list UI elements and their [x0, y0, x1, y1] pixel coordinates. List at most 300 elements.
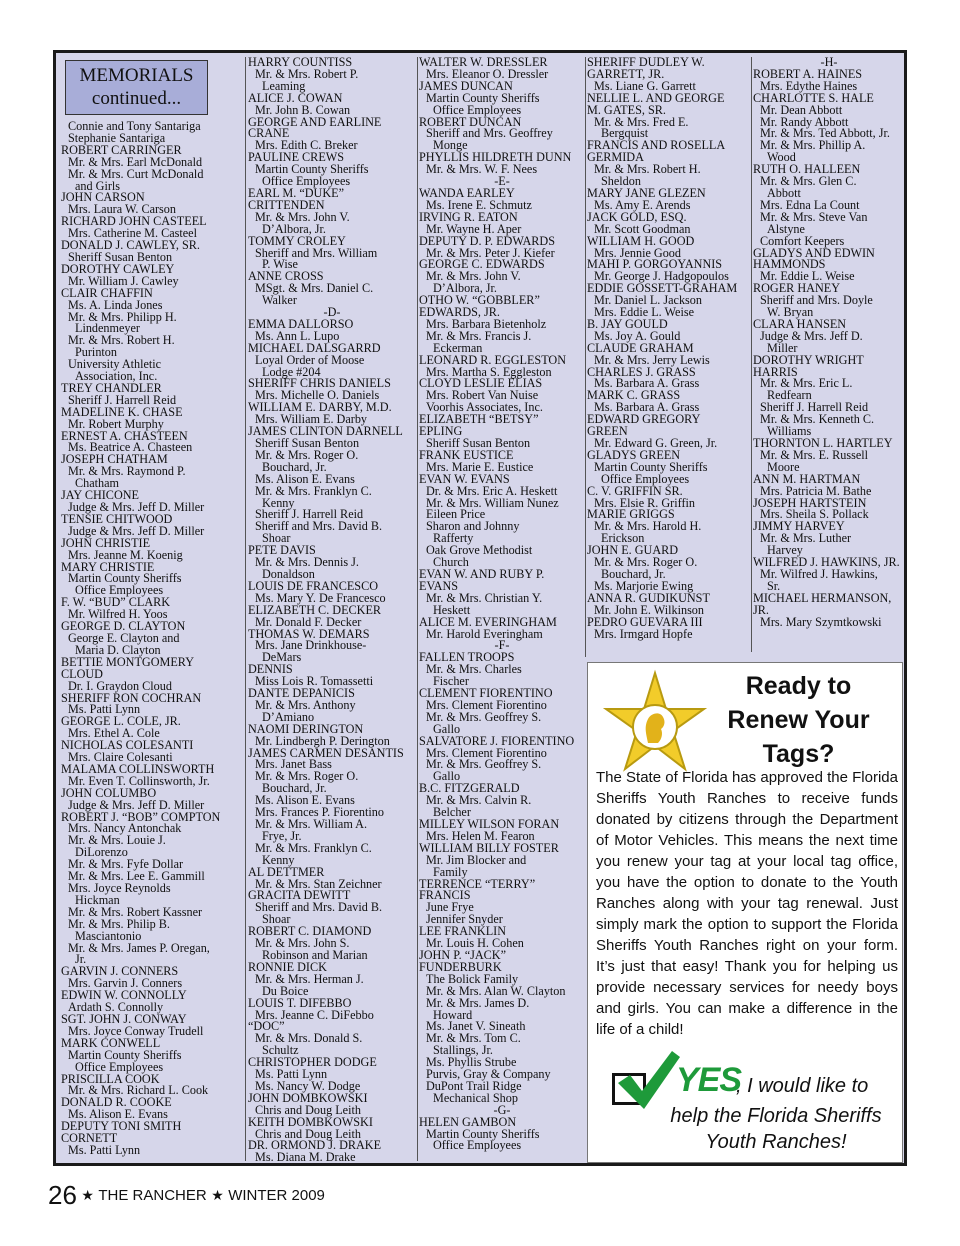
donor-line: Mrs. Jeanne M. Koenig	[68, 547, 183, 562]
memorial-name: EMMA DALLORSO	[248, 316, 354, 331]
memorial-name: FRANCIS	[419, 888, 471, 903]
donor-line: Mrs. Joyce Conway Trudell	[68, 1023, 204, 1038]
donor-line: Mr. & Mrs. Calvin R.	[426, 793, 532, 808]
donor-line: Mrs. Nancy Antonchak	[68, 821, 182, 836]
memorial-name: HARRIS	[753, 364, 798, 379]
memorial-name: SHERIFF RON COCHRAN	[61, 690, 202, 705]
memorial-name: CLAUDE GRAHAM	[587, 340, 694, 355]
donor-line: Mr. & Mrs. Franklyn C.	[255, 483, 372, 498]
donor-line: Mr. & Mrs. Robert H.	[594, 162, 701, 177]
donor-line: Mr. & Mrs. Roger O.	[255, 447, 359, 462]
memorial-name: NICHOLAS COLESANTI	[61, 738, 194, 753]
donor-line: Mr. & Mrs. Anthony	[255, 697, 356, 712]
memorial-name: ALICE J. COWAN	[248, 90, 343, 105]
donor-line: Mr. Robert Murphy	[68, 416, 164, 431]
memorial-name: CLARA HANSEN	[753, 316, 847, 331]
memorial-name: GLADYS AND EDWIN	[753, 245, 875, 260]
donor-line: Ms. A. Linda Jones	[68, 297, 163, 312]
donor-line: Sheriff and Mrs. David B.	[255, 900, 383, 915]
donor-line: Maria D. Clayton	[75, 642, 161, 657]
memorials-title: MEMORIALS	[79, 65, 194, 86]
column-divider	[245, 57, 246, 1161]
donor-line: Mr. & Mrs. Harold H.	[594, 519, 702, 534]
donor-line: Mrs. Michelle O. Daniels	[255, 388, 380, 403]
memorial-name: RICHARD JOHN CASTEEL	[61, 214, 207, 229]
donor-line: Purinton	[75, 345, 117, 360]
donor-line: Association, Inc.	[75, 369, 158, 384]
donor-line: Office Employees	[75, 583, 164, 598]
donor-line: Mr. Scott Goodman	[594, 221, 691, 236]
donor-line: Mr. & Mrs. Steve Van	[760, 209, 868, 224]
donor-line: Erickson	[601, 531, 645, 546]
donor-line: Sheriff J. Harrell Reid	[68, 392, 177, 407]
donor-line: Heskett	[433, 602, 471, 617]
memorial-name: ROBERT CARRINGER	[61, 142, 182, 157]
donor-line: Wood	[767, 150, 796, 165]
donor-line: Mrs. Clement Fiorentino	[426, 745, 547, 760]
donor-line: Redfearn	[767, 388, 812, 403]
memorial-name: ANN M. HARTMAN	[753, 471, 861, 486]
memorial-name: MADELINE K. CHASE	[61, 404, 183, 419]
donor-line: Mrs. Edna La Count	[760, 197, 860, 212]
memorial-column-1	[61, 121, 243, 1157]
column-divider	[751, 57, 752, 652]
donor-line: Mr. & Mrs. Fyfe Dollar	[68, 857, 184, 872]
page-footer	[48, 1180, 325, 1211]
donor-line: Martin County Sheriffs	[68, 1047, 182, 1062]
donor-line: Sheriff and Mrs. David B.	[255, 519, 383, 534]
donor-line: Mrs. Jane Drinkhouse-	[255, 638, 367, 653]
memorial-name: TENSIE CHITWOOD	[61, 511, 173, 526]
memorial-name: DEPUTY TONI SMITH	[61, 1119, 182, 1134]
memorial-name: ROBERT DUNCAN	[419, 114, 522, 129]
donor-line: Judge & Mrs. Jeff D. Miller	[68, 500, 205, 514]
donor-line: Mr. & Mrs. John S.	[255, 936, 350, 951]
donor-line: Ms. Beatrice A. Chasteen	[68, 440, 193, 455]
donor-line: Mrs. Jeanne C. DiFebbo	[255, 1007, 374, 1022]
donor-line: Office Employees	[433, 1138, 522, 1153]
donor-line: Mrs. Clement Fiorentino	[426, 697, 547, 712]
memorial-name: LOUIS T. DIFEBBO	[248, 995, 352, 1010]
memorial-name: DANTE DEPANICIS	[248, 686, 355, 701]
memorial-name: CLOYD LESLIE ELIAS	[419, 376, 543, 391]
donor-line: Ms. Ann L. Lupo	[255, 328, 340, 343]
donor-line: Mr. & Mrs. Richard L. Cook	[68, 1083, 209, 1098]
donor-line: Voorhis Associates, Inc.	[426, 400, 543, 415]
donor-line: Martin County Sheriffs	[594, 459, 708, 474]
donor-line: Office Employees	[262, 174, 351, 189]
renew-headline-line: Ready to	[745, 672, 852, 700]
memorial-name: ELIZABETH C. DECKER	[248, 602, 382, 617]
renew-headline	[706, 669, 891, 771]
donor-line: DeMars	[262, 650, 302, 665]
memorial-name: PETE DAVIS	[248, 543, 316, 558]
memorial-name: PEDRO GUEVARA III	[587, 614, 703, 629]
donor-line: Mrs. Eddie L. Weise	[594, 305, 694, 320]
donor-line: Mrs. Edythe Haines	[760, 78, 858, 93]
page-number: 26	[48, 1180, 77, 1210]
donor-line: Mr. & Mrs. W. F. Nees	[426, 162, 538, 177]
yes-pledge	[608, 1055, 898, 1159]
donor-line: Office Employees	[433, 102, 522, 117]
memorial-name: ROBERT A. HAINES	[753, 66, 863, 81]
donor-line: Mrs. Martha S. Eggleston	[426, 364, 552, 379]
memorial-name: EDWIN W. CONNOLLY	[61, 988, 187, 1003]
memorial-column-4	[587, 57, 749, 640]
donor-line: Miss Lois R. Tomassetti	[255, 674, 374, 689]
donor-line: Ms. Patti Lynn	[255, 1067, 328, 1082]
donor-line: Shoar	[262, 912, 291, 927]
donor-line: Mr. & Mrs. Peter J. Kiefer	[426, 245, 555, 260]
donor-line: Mr. & Mrs. Franklyn C.	[255, 840, 372, 855]
donor-line: Mr. & Mrs. Robert P.	[255, 66, 359, 81]
section-letter: -H-	[820, 55, 838, 69]
memorial-name: SGT. JOHN J. CONWAY	[61, 1011, 187, 1026]
section-letter: -F-	[494, 638, 510, 653]
donor-line: Mrs. Irmgard Hopfe	[594, 626, 693, 641]
donor-line: D’Albora, Jr.	[433, 281, 497, 296]
donor-line: Schultz	[262, 1043, 299, 1058]
donor-line: Mr. & Mrs. Phillip A.	[760, 138, 866, 153]
donor-line: The Bolick Family	[426, 971, 519, 986]
memorial-name: JOHN DOMBKOWSKI	[248, 1090, 368, 1105]
donor-line: Mr. & Mrs. William Nunez	[426, 495, 559, 510]
donor-line: Mrs. Jennie Good	[594, 245, 681, 260]
donor-line: Mr. & Mrs. Louie J.	[68, 833, 166, 848]
memorial-name: DONALD R. COOKE	[61, 1095, 172, 1110]
donor-line: Ms. Joy A. Gould	[594, 328, 681, 343]
donor-line: Bouchard, Jr.	[262, 459, 327, 474]
donor-line: Ms. Irene E. Schmutz	[426, 197, 532, 212]
donor-line: Mr. & Mrs. James P. Oregan,	[68, 940, 210, 955]
memorial-name: ANNE CROSS	[248, 269, 324, 284]
memorial-name: CLEMENT FIORENTINO	[419, 686, 553, 701]
donor-line: Sheriff J. Harrell Reid	[760, 400, 869, 415]
renew-headline-line: Renew Your	[727, 706, 870, 734]
memorial-name: PAULINE CREWS	[248, 150, 345, 165]
donor-line: Mrs. Mary Szymtkowski	[760, 614, 882, 629]
donor-line: Sheriff Susan Benton	[255, 436, 360, 450]
donor-line: Mr. Dean Abbott	[760, 102, 843, 117]
donor-line: George E. Clayton and	[68, 630, 180, 645]
section-letter: -D-	[323, 305, 341, 320]
renew-body-text: The State of Florida has approved the Florida Sheriffs Youth Ranches to receive funds donated by citizens through the Department of Motor Vehicles. This means the next time you renew your tag at your local tag office, you have the option to donate to the Youth Ranches along with your tag renewal. Just simply mark the option to support the Florida Sheriffs Youth Ranches right on your form. It’s just that easy! Thank you for helping us provide necessary services for needy boys and girls. You can make a difference in the life of a child!	[596, 769, 898, 1038]
donor-line: Mr. George J. Hadgopoulos	[594, 269, 729, 284]
donor-line: Mr. & Mrs. Kenneth C.	[760, 412, 875, 427]
memorial-name: FRANCIS AND ROSELLA	[587, 138, 726, 153]
memorial-name: GARRETT, JR.	[587, 66, 665, 81]
donor-line: Mr. & Mrs. Robert Kassner	[68, 904, 203, 919]
donor-line: Jr.	[75, 952, 87, 967]
donor-line: Mr. William J. Cawley	[68, 273, 179, 288]
donor-line: Mr. Wilfred J. Hawkins,	[760, 566, 878, 581]
donor-line: Mr. Lindbergh P. Derington	[255, 733, 390, 748]
donor-line: Mr. & Mrs. Geoffrey S.	[426, 709, 542, 724]
donor-line: Mr. & Mrs. Roger O.	[255, 769, 359, 784]
donor-line: Mr. Wayne H. Aper	[426, 221, 522, 236]
memorial-name: SALVATORE J. FIORENTINO	[419, 733, 575, 748]
donor-line: Harvey	[767, 543, 803, 558]
memorial-name: CRANE	[248, 126, 290, 141]
memorial-name: CHARLES J. GRASS	[587, 364, 696, 379]
memorial-name: WILLIAM BILLY FOSTER	[419, 840, 559, 855]
donor-line: Abbott	[767, 185, 801, 200]
memorial-name: FUNDERBURK	[419, 959, 502, 974]
donor-line: Stephanie Santariga	[68, 130, 166, 145]
donor-line: Mrs. Catherine M. Casteel	[68, 226, 197, 241]
donor-line: Bouchard, Jr.	[601, 566, 666, 581]
memorial-name: HELEN GAMBON	[419, 1114, 517, 1129]
donor-line: Mr. & Mrs. Curt McDonald	[68, 166, 204, 181]
donor-line: Mr. & Mrs. Donald S.	[255, 1031, 363, 1046]
donor-line: Hickman	[75, 892, 120, 907]
memorial-name: CORNETT	[61, 1131, 118, 1146]
donor-line: Sheriff Susan Benton	[426, 436, 531, 450]
donor-line: D’Amiano	[262, 709, 315, 724]
donor-line: Mr. John B. Cowan	[255, 102, 351, 117]
memorial-name: DR. ORMOND J. DRAKE	[248, 1138, 382, 1153]
donor-line: Mr. & Mrs. Eric L.	[760, 376, 853, 391]
column-divider	[417, 57, 418, 1161]
memorial-name: WALTER W. DRESSLER	[419, 55, 548, 69]
donor-line: D’Albora, Jr.	[262, 221, 326, 236]
donor-line: Lindenmeyer	[75, 321, 140, 336]
memorial-name: THORNTON L. HARTLEY	[753, 436, 893, 450]
donor-line: Bouchard, Jr.	[262, 781, 327, 796]
donor-line: Mrs. Helen M. Fearon	[426, 828, 535, 843]
donor-line: Mr. & Mrs. Jerry Lewis	[594, 352, 710, 367]
memorial-name: WILFRED J. HAWKINS, JR.	[753, 555, 900, 570]
donor-line: Gallo	[433, 721, 461, 736]
donor-line: Mr. Randy Abbott	[760, 114, 849, 129]
memorial-name: CLOUD	[61, 666, 103, 681]
donor-line: June Frye	[426, 900, 474, 915]
donor-line: Monge	[433, 138, 468, 153]
donor-line: Mr. Even T. Collinsworth, Jr.	[68, 773, 210, 788]
memorial-name: CRITTENDEN	[248, 197, 325, 212]
donor-line: Dr. & Mrs. Eric A. Heskett	[426, 483, 558, 498]
memorial-name: C. V. GRIFFIN SR.	[587, 483, 683, 498]
donor-line: Ms. Patti Lynn	[68, 702, 141, 717]
donor-line: Church	[433, 555, 469, 570]
memorial-name: MALAMA COLLINSWORTH	[61, 761, 215, 776]
donor-line: Masciantonio	[75, 928, 142, 943]
donor-line: Judge & Mrs. Jeff D.	[760, 328, 863, 343]
memorial-name: BETTIE MONTGOMERY	[61, 654, 195, 669]
memorial-name: GEORGE L. COLE, JR.	[61, 714, 181, 729]
memorial-name: WANDA EARLEY	[419, 185, 515, 200]
donor-line: Loyal Order of Moose	[255, 352, 365, 367]
donor-line: Chris and Doug Leith	[255, 1126, 361, 1141]
memorial-name: LOUIS DE FRANCESCO	[248, 578, 379, 593]
memorial-name: KEITH DOMBKOWSKI	[248, 1114, 373, 1129]
donor-line: Mr. Louis H. Cohen	[426, 936, 524, 951]
donor-line: and Girls	[75, 178, 121, 193]
donor-line: Mrs. William E. Darby	[255, 412, 368, 427]
donor-line: Mrs. Laura W. Carson	[68, 202, 176, 217]
memorial-name: GEORGE D. CLAYTON	[61, 619, 186, 634]
memorial-name: JAMES CLINTON DARNELL	[248, 424, 403, 439]
donor-line: Mrs. Patricia M. Bathe	[760, 483, 872, 498]
memorial-name: MICHAEL DALSGARRD	[248, 340, 381, 355]
memorial-name: LEONARD R. EGGLESTON	[419, 352, 567, 367]
donor-line: DiLorenzo	[75, 845, 128, 860]
memorial-name: EVANS	[419, 578, 459, 593]
memorial-name: LEE FRANKLIN	[419, 924, 506, 939]
donor-line: Leaming	[262, 78, 306, 93]
donor-line: Miller	[767, 340, 798, 355]
donor-line: W. Bryan	[767, 305, 814, 320]
donor-line: Ms. Alison E. Evans	[255, 793, 355, 808]
star-icon: ★	[211, 1187, 224, 1203]
yes-word: YES	[676, 1061, 742, 1099]
donor-line: Stallings, Jr.	[433, 1043, 493, 1058]
memorial-name: EPLING	[419, 424, 463, 439]
donor-line: Martin County Sheriffs	[426, 1126, 540, 1141]
donor-line: Mr. & Mrs. Glen C.	[760, 174, 857, 189]
memorial-name: ERNEST A. CHASTEEN	[61, 428, 188, 443]
donor-line: Howard	[433, 1007, 473, 1022]
donor-line: Sharon and Johnny	[426, 519, 520, 534]
donor-line: Ms. Barbara A. Grass	[594, 400, 700, 415]
donor-line: Mr. & Mrs. Christian Y.	[426, 590, 543, 605]
memorial-name: TREY CHANDLER	[61, 380, 162, 395]
memorial-name: OTHO W. “GOBBLER”	[419, 293, 540, 308]
donor-line: Sheriff and Mrs. William	[255, 245, 378, 260]
column-divider	[585, 57, 586, 657]
memorial-name: GREEN	[587, 424, 628, 439]
memorial-name: MARIE GRIGGS	[587, 507, 675, 522]
memorial-name: MARK CONWELL	[61, 1035, 161, 1050]
memorial-name: MICHAEL HERMANSON,	[753, 590, 892, 605]
donor-line: Mr. & Mrs. Stan Zeichner	[255, 876, 382, 891]
donor-line: Lodge #204	[262, 364, 321, 379]
donor-line: Mr. & Mrs. William A.	[255, 817, 368, 831]
donor-line: Mr. & Mrs. E. Russell	[760, 447, 869, 462]
memorial-name: JOSEPH CHATHAM	[61, 452, 168, 467]
donor-line: Mr. & Mrs. Fred E.	[594, 114, 689, 129]
memorial-name: ELIZABETH “BETSY”	[419, 412, 539, 427]
donor-line: Oak Grove Methodist	[426, 543, 533, 558]
donor-line: Sheriff J. Harrell Reid	[255, 507, 364, 522]
sheriff-star-badge-icon	[596, 669, 714, 781]
memorial-name: DOROTHY CAWLEY	[61, 261, 175, 276]
donor-line: Comfort Keepers	[760, 233, 845, 248]
donor-line: Ms. Barbara A. Grass	[594, 376, 700, 391]
memorial-name: TERRENCE “TERRY”	[419, 876, 536, 891]
donor-line: Office Employees	[75, 1059, 164, 1074]
yes-text-line: help the Florida Sheriffs Youth Ranches!	[670, 1105, 882, 1153]
memorial-name: EDDIE GOSSETT-GRAHAM	[587, 281, 738, 296]
donor-line: Mr. & Mrs. Robert H.	[68, 333, 175, 348]
donor-line: Moore	[767, 459, 800, 474]
donor-line: Sheriff Susan Benton	[68, 249, 173, 264]
yes-text-line: , I would like to	[736, 1075, 869, 1097]
donor-line: Chatham	[75, 476, 120, 491]
memorial-name: WILLIAM H. GOOD	[587, 233, 695, 248]
donor-line: Mrs. Ethel A. Cole	[68, 726, 160, 741]
donor-line: University Athletic	[68, 357, 162, 372]
donor-line: Martin County Sheriffs	[255, 162, 369, 177]
donor-line: Mrs. Eleanor O. Dressler	[426, 66, 549, 81]
donor-line: Mr. & Mrs. Charles	[426, 662, 522, 677]
donor-line: Ms. Patti Lynn	[68, 1142, 141, 1157]
memorial-name: HARRY COUNTISS	[248, 55, 353, 69]
memorial-name: GRACITA DEWITT	[248, 888, 351, 903]
donor-line: Mr. & Mrs. Lee E. Gammill	[68, 869, 205, 884]
donor-line: Mr. & Mrs. Dennis J.	[255, 555, 359, 570]
memorial-name: DOROTHY WRIGHT	[753, 352, 864, 367]
memorial-name: CHARLOTTE S. HALE	[753, 90, 874, 105]
donor-line: Sheldon	[601, 174, 641, 189]
donor-line: Ms. Phyllis Strube	[426, 1055, 517, 1070]
memorial-name: EARL M. “DUKE”	[248, 185, 345, 200]
donor-line: Mr. & Mrs. Alan W. Clayton	[426, 983, 566, 998]
renew-tags-ad	[587, 662, 903, 1163]
donor-line: Dr. I. Graydon Cloud	[68, 678, 172, 693]
donor-line: Mr. & Mrs. Herman J.	[255, 971, 364, 986]
donor-line: Fischer	[433, 674, 469, 689]
donor-line: Williams	[767, 424, 812, 439]
memorial-name: JIMMY HARVEY	[753, 519, 845, 534]
memorial-name: JOHN COLUMBO	[61, 785, 157, 800]
donor-line: Mrs. Janet Bass	[255, 757, 332, 772]
memorial-name: ROBERT J. “BOB” COMPTON	[61, 809, 221, 824]
memorial-name: JOSEPH HARTSTEIN	[753, 495, 867, 510]
memorial-name: PRISCILLA COOK	[61, 1071, 160, 1086]
donor-line: Mrs. Joyce Reynolds	[68, 881, 171, 895]
donor-line: P. Wise	[262, 257, 298, 272]
donor-line: Mrs. Claire Colesanti	[68, 750, 173, 765]
memorial-name: M. GATES, SR.	[587, 102, 666, 117]
donor-line: Mr. Harold Everingham	[426, 626, 543, 641]
donor-line: Mr. & Mrs. Philipp H.	[68, 309, 177, 324]
memorial-name: DONALD J. CAWLEY, SR.	[61, 238, 200, 253]
memorial-name: EDWARDS, JR.	[419, 305, 500, 320]
memorial-name: JAY CHICONE	[61, 488, 139, 503]
donor-line: Family	[433, 864, 468, 879]
donor-line: Connie and Tony Santariga	[68, 119, 201, 133]
donor-line: Mr. Daniel L. Jackson	[594, 293, 702, 308]
donor-line: Martin County Sheriffs	[426, 90, 540, 105]
memorial-name: MARY CHRISTIE	[61, 559, 155, 574]
donor-line: Mr. & Mrs. Roger O.	[594, 555, 698, 570]
donor-line: Kenny	[262, 852, 295, 867]
donor-line: Sr.	[767, 578, 781, 593]
memorial-name: CLAIR CHAFFIN	[61, 285, 153, 300]
memorials-panel	[53, 50, 907, 1166]
memorial-name: SHERIFF DUDLEY W.	[587, 55, 705, 69]
memorial-name: EVAN W. EVANS	[419, 471, 510, 486]
donor-line: Mr. & Mrs. Francis J.	[426, 328, 532, 343]
donor-line: Mr. Donald F. Decker	[255, 614, 362, 629]
memorial-name: PHYLLIS HILDRETH DUNN	[419, 150, 572, 165]
donor-line: Ms. Alison E. Evans	[68, 1107, 168, 1122]
donor-line: Mr. Edward G. Green, Jr.	[594, 436, 718, 450]
donor-line: Ms. Mary Y. De Francesco	[255, 590, 386, 605]
donor-line: Mrs. Marie E. Eustice	[426, 459, 534, 474]
memorial-name: WILLIAM E. DARBY, M.D.	[248, 400, 392, 415]
memorial-name: B. JAY GOULD	[587, 316, 668, 331]
donor-line: Mr. & Mrs. John V.	[255, 209, 350, 224]
donor-line: Bergquist	[601, 126, 649, 141]
donor-line: Mrs. Garvin J. Conners	[68, 976, 183, 991]
memorial-name: MAHI P. GORGOYANNIS	[587, 257, 723, 272]
donor-line: Mr. Eddie L. Weise	[760, 269, 855, 284]
memorial-column-5	[753, 57, 905, 629]
donor-line: Ms. Alison E. Evans	[255, 471, 355, 486]
memorial-name: GERMIDA	[587, 150, 644, 165]
